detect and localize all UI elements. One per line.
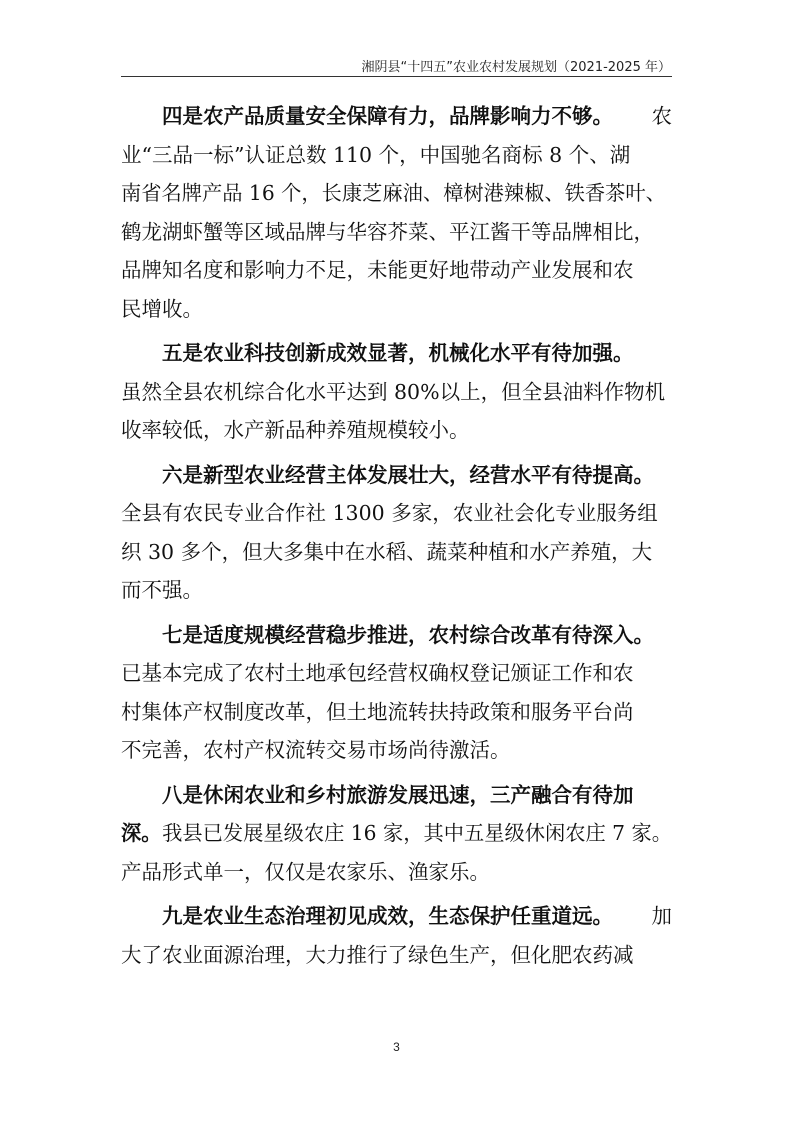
body-line: [121, 411, 672, 450]
paragraph-5-line-1: [121, 776, 672, 815]
line-text: 全县有农民专业合作社 1300 多家，农业社会化专业服务组: [121, 501, 658, 525]
header-divider: [121, 76, 672, 77]
line-text: 织 30 多个，但大多集中在水稻、蔬菜种植和水产养殖，大: [121, 539, 653, 564]
line-text: 鹤龙湖虾蟹等区域品牌与华容芥菜、平江酱干等品牌相比，: [121, 219, 654, 244]
body-line: [121, 533, 672, 572]
body-line: [121, 174, 672, 213]
line-text: 收率较低，水产新品种养殖规模较小。: [121, 418, 470, 442]
paragraph-5-heading-end: 深。: [121, 821, 162, 845]
body-line: [121, 213, 672, 252]
document-body: [121, 97, 672, 974]
paragraph-2-heading: 五是农业科技创新成效显著，机械化水平有待加强。: [162, 341, 634, 365]
body-line: [121, 936, 672, 975]
line-text: 大了农业面源治理，大力推行了绿色生产，但化肥农药减: [121, 942, 634, 967]
body-line: [121, 494, 672, 533]
line-text: 业“三品一标”认证总数 110 个，中国驰名商标 8 个、湖: [121, 142, 631, 167]
body-line: [121, 136, 672, 175]
paragraph-4-heading: 七是适度规模经营稳步推进，农村综合改革有待深入。: [162, 622, 654, 647]
body-line: [121, 853, 672, 892]
page-number: 3: [393, 1040, 400, 1054]
body-line: [121, 654, 672, 693]
paragraph-5-heading: 八是休闲农业和乡村旅游发展迅速，三产融合有待加: [162, 782, 634, 807]
paragraph-1-heading: 四是农产品质量安全保障有力，品牌影响力不够。: [162, 104, 613, 128]
paragraph-2-line-1: [121, 334, 672, 373]
body-line: [121, 571, 672, 610]
line-text: 已基本完成了农村土地承包经营权确权登记颁证工作和农: [121, 661, 634, 685]
paragraph-6-line-1: [121, 897, 672, 936]
line-text: 品牌知名度和影响力不足，未能更好地带动产业发展和农: [121, 258, 634, 282]
line-text: 而不强。: [121, 578, 203, 602]
paragraph-4-line-1: [121, 616, 672, 655]
line-text: 南省名牌产品 16 个，长康芝麻油、樟树港辣椒、铁香茶叶、: [121, 181, 666, 205]
running-header: 湘阴县“十四五”农业农村发展规划（2021-2025 年）: [361, 60, 671, 75]
paragraph-6-heading: 九是农业生态治理初见成效，生态保护任重道远。: [162, 904, 613, 928]
paragraph-3-line-1: [121, 456, 672, 495]
paragraph-1-line-1: [121, 97, 672, 136]
body-line: [121, 373, 672, 412]
line-text: 产品形式单一，仅仅是农家乐、渔家乐。: [121, 859, 490, 884]
line-text: 不完善，农村产权流转交易市场尚待激活。: [121, 738, 511, 762]
line-text: 村集体产权制度改革，但土地流转扶持政策和服务平台尚: [121, 699, 634, 724]
body-line: [121, 814, 672, 853]
paragraph-6-text: 加: [651, 904, 672, 928]
paragraph-1-text: 农: [651, 104, 672, 128]
line-text: 虽然全县农机综合化水平达到 80%以上，但全县油料作物机: [121, 379, 666, 404]
body-line: [121, 731, 672, 770]
body-line: [121, 693, 672, 732]
body-line: [121, 251, 672, 290]
body-line: [121, 290, 672, 329]
line-text: 民增收。: [121, 296, 203, 321]
paragraph-3-heading: 六是新型农业经营主体发展壮大，经营水平有待提高。: [162, 462, 654, 487]
line-text: 我县已发展星级农庄 16 家，其中五星级休闲农庄 7 家。: [162, 821, 672, 845]
